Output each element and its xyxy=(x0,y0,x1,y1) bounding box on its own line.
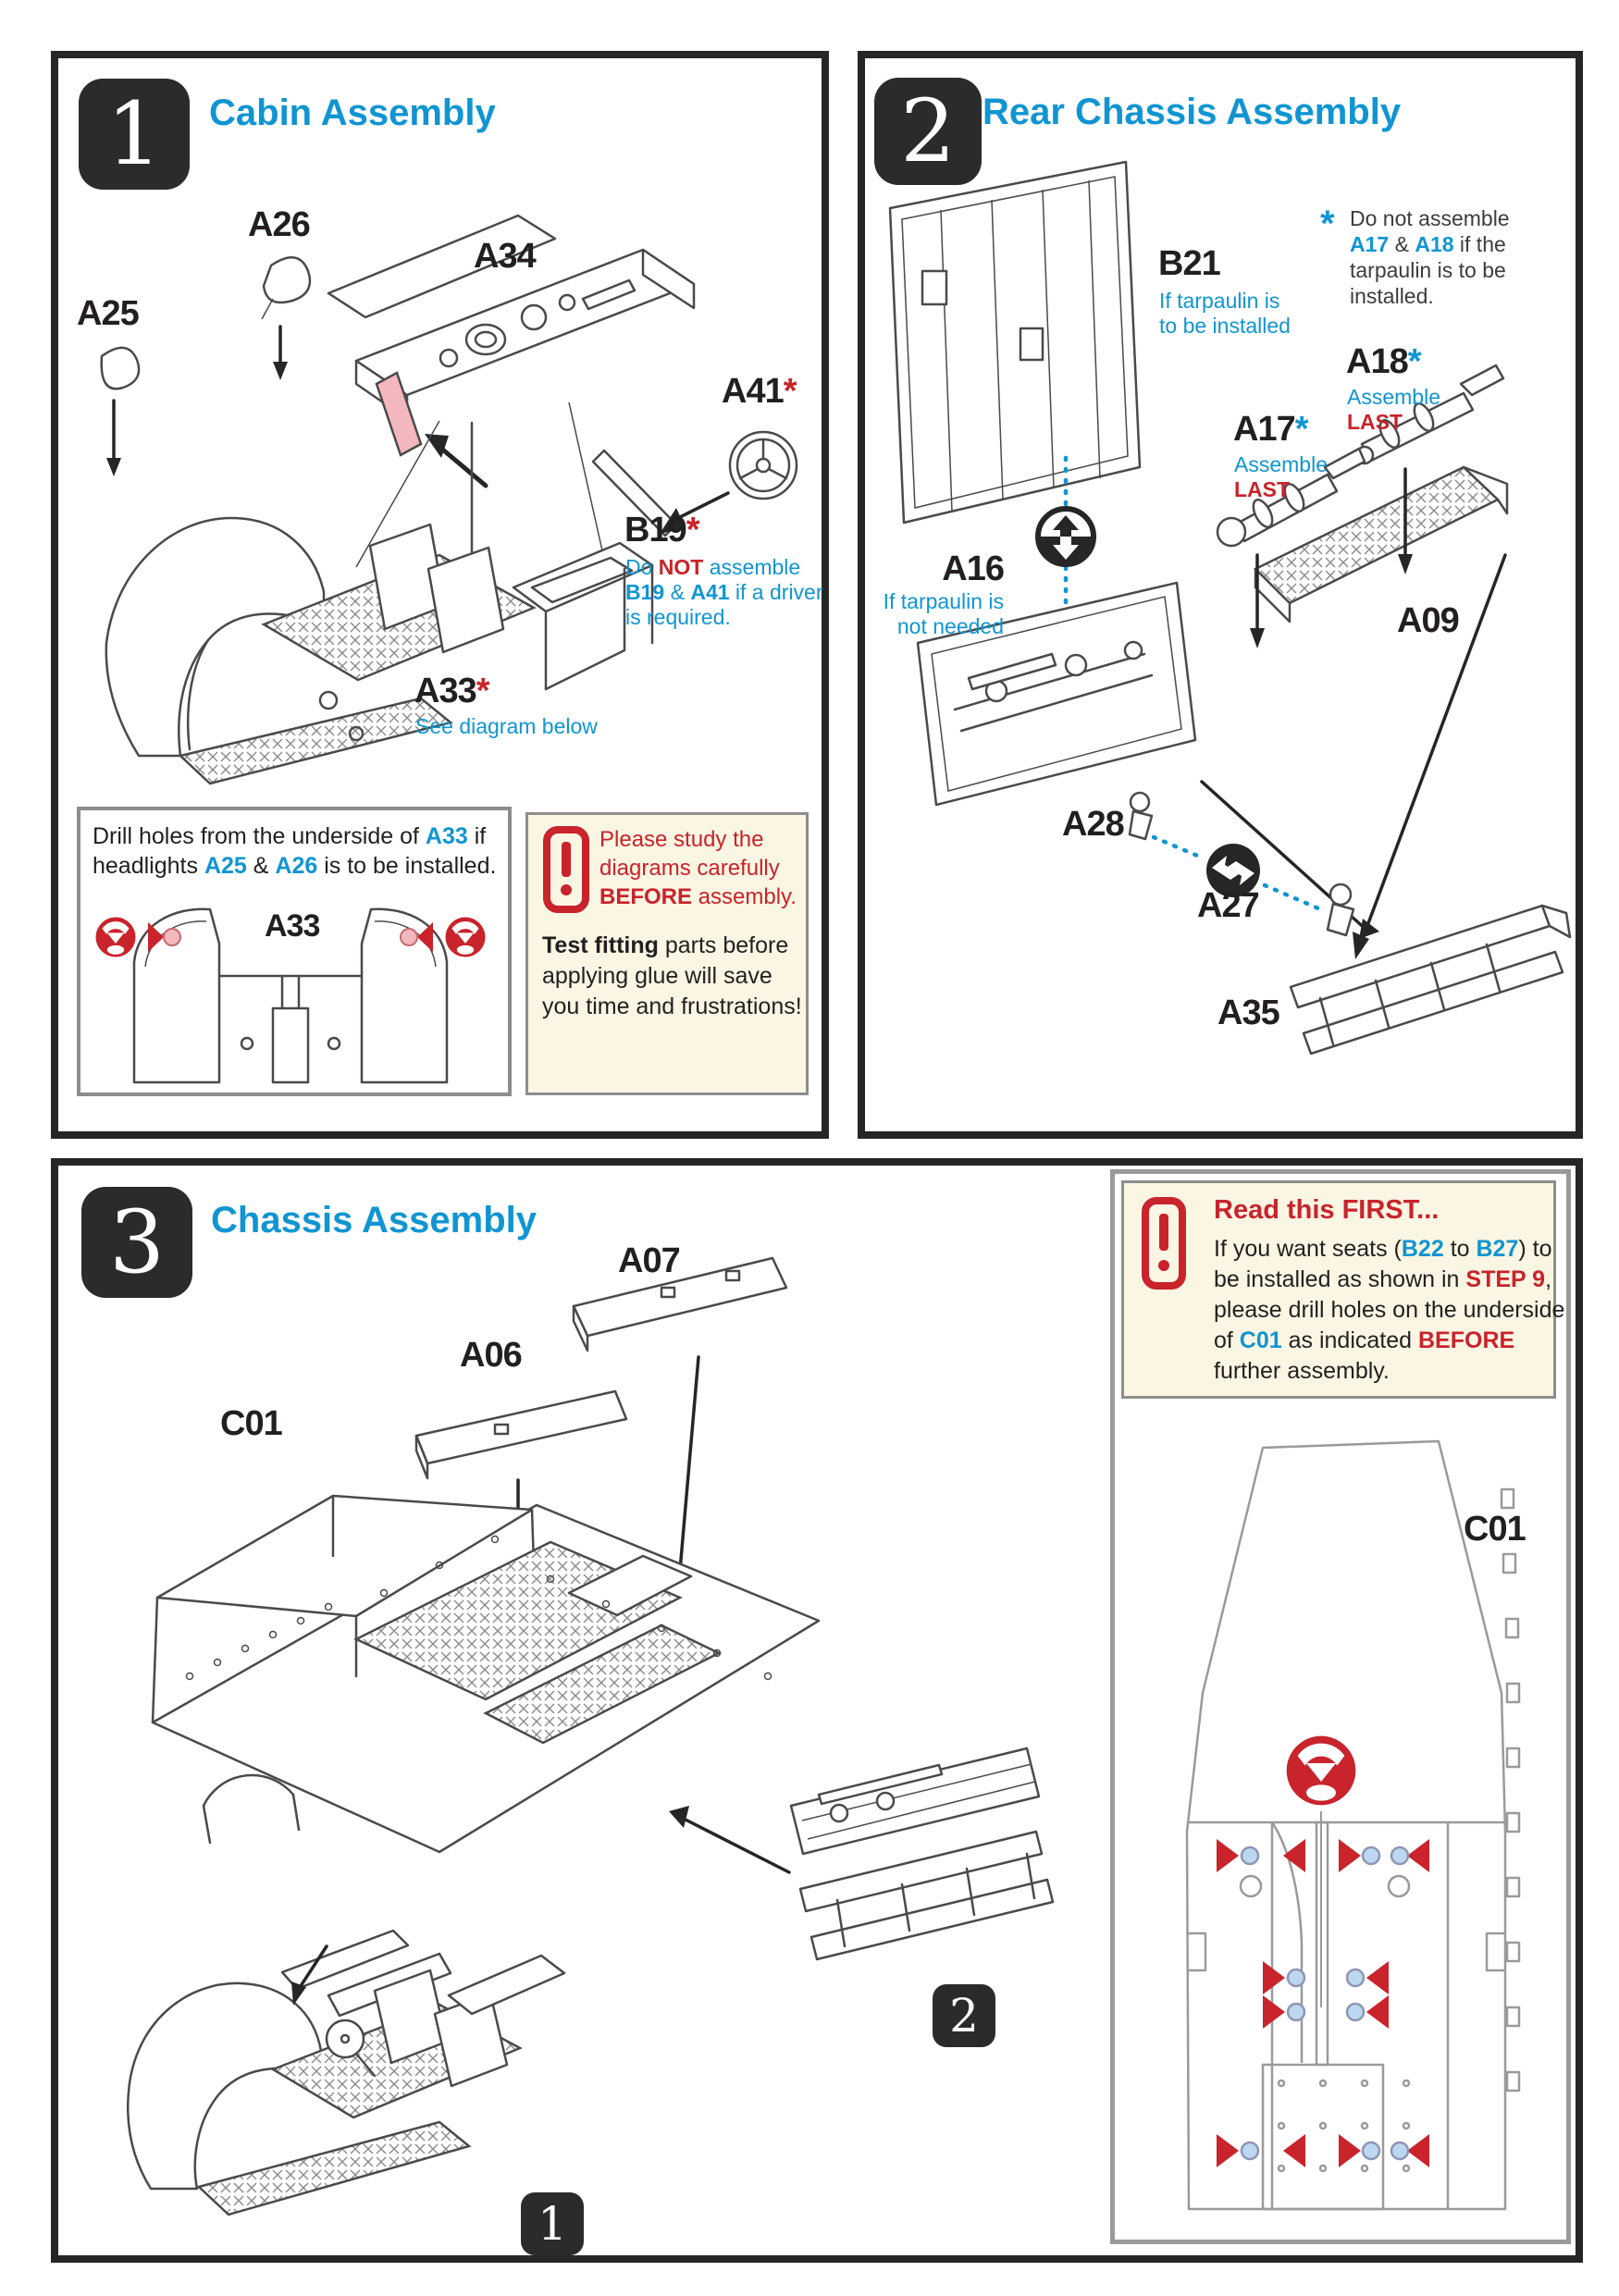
b21-note: If tarpaulin is to be installed xyxy=(1159,289,1291,338)
a33-text: A33 xyxy=(414,672,476,710)
b19-note-line2: B19 & A41 if a driver xyxy=(625,580,823,604)
part-label-a27: A27 xyxy=(1197,886,1259,925)
a41-text: A41 xyxy=(722,372,784,411)
note-asterisk: * xyxy=(1320,204,1335,244)
step2-number: 2 xyxy=(900,80,956,182)
part-label-a33 xyxy=(414,672,489,711)
part-label-a28: A28 xyxy=(1062,805,1124,844)
a33-diagram-label: A33 xyxy=(265,908,320,944)
rear-ref-badge: 2 xyxy=(933,1984,995,2047)
a18-asterisk: * xyxy=(1407,342,1421,381)
drill-note-line1: Drill holes from the underside of A33 if xyxy=(93,823,487,849)
drill-note-text xyxy=(93,821,496,881)
step3-title: Chassis Assembly xyxy=(211,1200,538,1241)
instruction-sheet: 1 Cabin Assembly A26 A25 A34 A41* B19* Do NOT assemble B19 & A41 if a driver is required. A33* See diagram below Drill holes from the underside of A33 if headlights A25 & A26 is to be installed. A33 Please study the diagrams carefully BEFORE assembly. Test fitting parts before applying glue will save you time and frustrations! 2 Rear Chassis Assembly * Do not assemble A17 & A18 if the tarpaulin is to be installed. B21 If tarpaulin is to be installed A18* Assemble LAST A17* Assemble LAST A16 If tarpaulin is not needed A09 A28 A27 A35 3 Chassis Assembly A07 A06 C01 1 2 Read this FIRST... If you want seats (B22 to B27) to be installed as shown in STEP 9, please drill holes on the underside of C01 as indicated BEFORE further assembly. C01 xyxy=(0,0,1619,2296)
part-label-a34: A34 xyxy=(474,237,536,276)
step3-number: 3 xyxy=(109,1191,165,1293)
b19-note-line3: is required. xyxy=(625,605,731,629)
c01-diagram-label: C01 xyxy=(1464,1510,1526,1549)
part-label-a07: A07 xyxy=(618,1241,680,1280)
step1-title: Cabin Assembly xyxy=(209,93,496,133)
b19-asterisk: * xyxy=(686,511,699,549)
read-first-title: Read this FIRST... xyxy=(1214,1195,1440,1225)
b19-text: B19 xyxy=(624,511,686,549)
part-label-b19 xyxy=(624,511,699,550)
cabin-ref-badge: 1 xyxy=(521,2192,584,2255)
drill-markers xyxy=(1217,1839,1429,2167)
part-label-a18: A18* xyxy=(1346,342,1421,381)
a33-asterisk: * xyxy=(476,672,489,710)
a16-block: A16 If tarpaulin is not needed xyxy=(845,549,1004,639)
step2-title: Rear Chassis Assembly xyxy=(983,92,1402,132)
part-label-c01: C01 xyxy=(220,1404,282,1443)
part-label-a06: A06 xyxy=(460,1336,522,1375)
warning-red-text: Please study the diagrams carefully BEFORE assembly. xyxy=(599,827,797,909)
warning-black-text: Test fitting parts before applying glue will save you time and frustrations! xyxy=(542,932,802,1019)
part-label-a17: A17* xyxy=(1233,410,1308,449)
warning-icon xyxy=(542,825,590,914)
a18-note: Assemble LAST xyxy=(1347,385,1440,434)
part-label-a16: A16 xyxy=(942,549,1004,588)
drill-note-line2: headlights A25 & A26 is to be installed. xyxy=(93,853,497,879)
part-label-a41 xyxy=(722,372,797,412)
part-label-a09: A09 xyxy=(1397,601,1459,640)
read-first-warning-icon xyxy=(1142,1197,1186,1290)
a33-note: See diagram below xyxy=(415,714,598,738)
part-label-a35: A35 xyxy=(1217,994,1279,1032)
step1-number: 1 xyxy=(106,83,162,185)
b19-note xyxy=(625,555,823,630)
part-label-a26: A26 xyxy=(248,205,310,244)
a17-note: Assemble LAST xyxy=(1234,452,1328,501)
a41-asterisk: * xyxy=(783,372,797,411)
b19-note-line1: Do NOT assemble xyxy=(625,555,801,579)
part-label-a25: A25 xyxy=(77,294,139,333)
read-first-body: If you want seats (B22 to B27) to be installed as shown in STEP 9, please drill holes on the underside of C01 as indicated BEFORE further assembly. xyxy=(1214,1236,1565,1384)
part-label-b21: B21 xyxy=(1158,244,1220,283)
a17-asterisk: * xyxy=(1294,410,1308,449)
